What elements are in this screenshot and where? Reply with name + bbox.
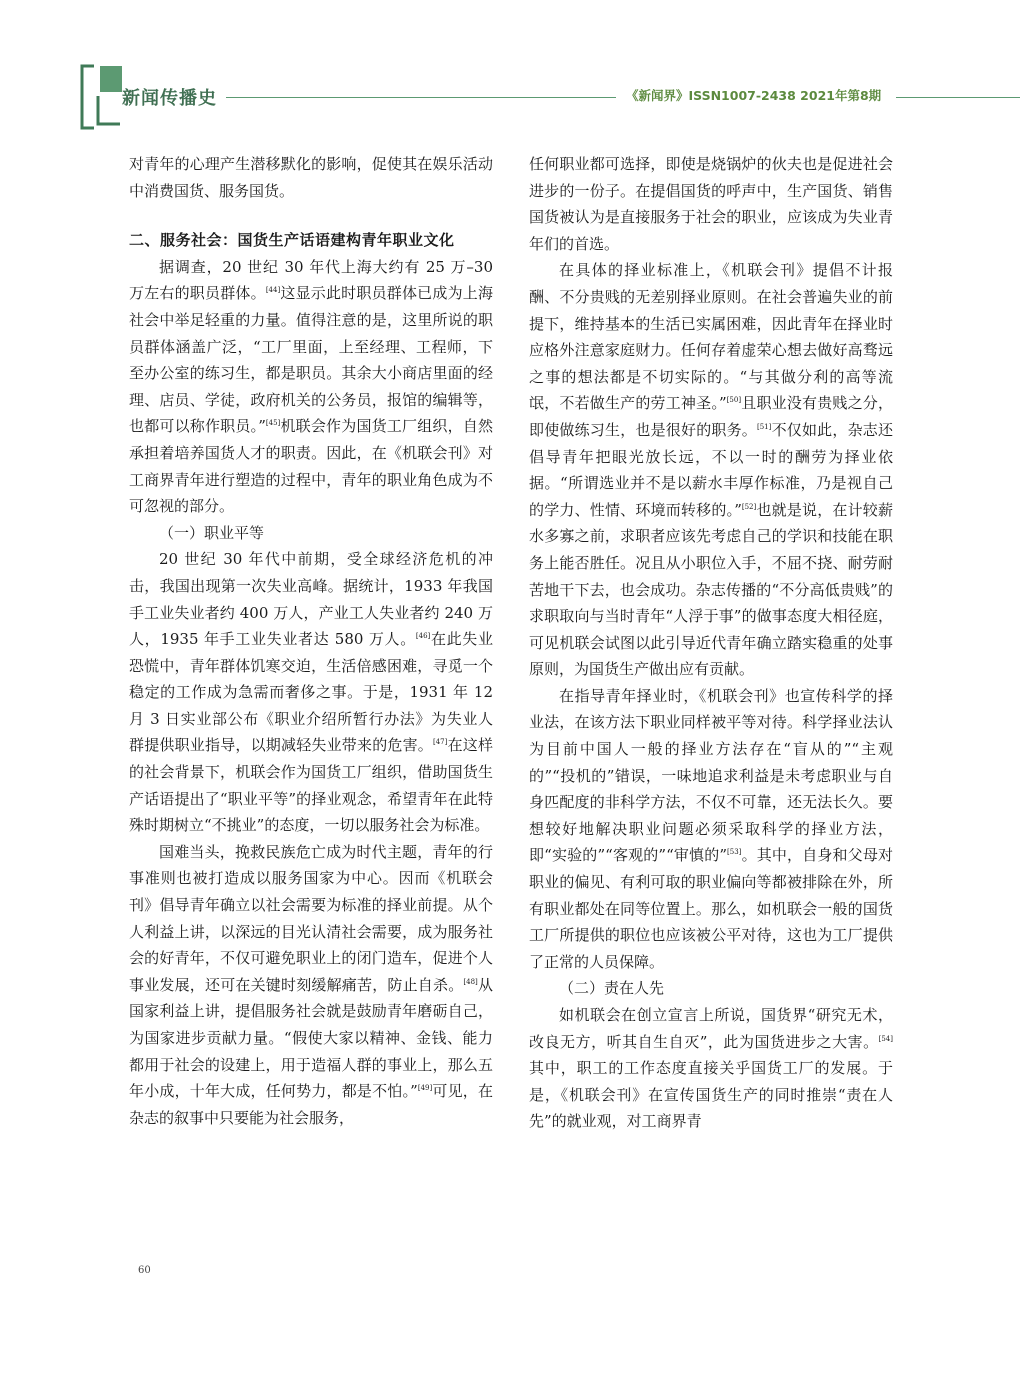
paragraph: 在指导青年择业时，《机联会刊》也宣传科学的择业法，在该方法下职业同样被平等对待。科学择业法认为目前中国人一般的择业方法存在“盲从的”“主观的”“投机的”错误，一味地追求利益是未考虑职业与自身匹配度的非科学方法，不仅不可靠，还无法长久。要想较好地解决职业问题必须采取科学的择业方法，即“实验的”“客观的”“审慎的”[53]。其中，自身和父母对职业的偏见、有利可取的职业偏向等都被排除在外，所有职业都处在同等位置上。那么，如机联会一般的国货工厂所提供的职位也应该被公平对待，这也为工厂提供了正常的人员保障。 (529, 686, 893, 971)
section-heading: 二、服务社会：国货生产话语建构青年职业文化 (129, 231, 455, 250)
paragraph: 国难当头，挽救民族危亡成为时代主题，青年的行事准则也被打造成以服务国家为中心。因而《机联会刊》倡导青年确立以社会需要为标准的择业前提。从个人利益上讲，以深远的目光认清社会需要，成为服务社会的好青年，不仅可避免职业上的闭门造车，促进个人事业发展，还可在关键时刻缓解痛苦，防止自杀。[48]从国家利益上讲，提倡服务社会就是鼓励青年磨砺自己，为国家进步贡献力量。“假使大家以精神、金钱、能力都用于社会的设建上，用于造福人群的事业上，那么五年小成，十年大成，任何势力，都是不怕。”[49]可见，在杂志的叙事中只要能为社会服务， (129, 842, 493, 1127)
paragraph-continued: 任何职业都可选择，即使是烧锅炉的伙夫也是促进社会进步的一份子。在提倡国货的呼声中，生产国货、销售国货被认为是直接服务于社会的职业，应该成为失业青年们的首选。 (529, 155, 893, 253)
citation-ref: [52] (741, 502, 757, 511)
citation-ref: [45] (265, 419, 281, 428)
paragraph: 如机联会在创立宣言上所说，国货界“研究无术，改良无方，听其自生自灭”，此为国货进步之大害。[54]其中，职工的工作态度直接关乎国货工厂的发展。于是，《机联会刊》在宣传国货生产的同时推崇“责在人先”的就业观，对工商界青 (529, 1006, 893, 1131)
citation-ref: [54] (878, 1034, 893, 1043)
citation-ref: [44] (265, 286, 281, 295)
paragraph: 在具体的择业标准上，《机联会刊》提倡不计报酬、不分贵贱的无差别择业原则。在社会普遍失业的前提下，维持基本的生活已实属困难，因此青年在择业时应格外注意家庭财力。任何存着虚荣心想去做好高骛远之事的想法都是不切实际的。“与其做分利的高等流氓，不若做生产的劳工神圣。”[50]且职业没有贵贱之分，即使做练习生，也是很好的职务。[51]不仅如此，杂志还倡导青年把眼光放长远，不以一时的酬劳为择业依据。“所谓选业并不是以薪水丰厚作标准，乃是视自己的学力、性情、环境而转移的。”[52]也就是说，在计较薪水多寡之前，求职者应该先考虑自己的学识和技能在职务上能否胜任。况且从小职位入手，不屈不挠、耐劳耐苦地干下去，也会成功。杂志传播的“不分高低贵贱”的求职取向与当时青年“人浮于事”的做事态度大相径庭，可见机联会试图以此引导近代青年确立踏实稳重的处事原则，为国货生产做出应有贡献。 (529, 261, 893, 679)
header-rule-right (896, 97, 1020, 98)
subsection-heading: （一）职业平等 (159, 523, 265, 542)
page-number: 60 (138, 1265, 151, 1276)
citation-ref: [48] (463, 977, 478, 986)
paragraph: 据调查，20 世纪 30 年代上海大约有 25 万–30 万左右的职员群体。[44]这显示此时职员群体已成为上海社会中举足轻重的力量。值得注意的是，这里所说的职员群体涵盖广泛，“工厂里面，上至经理、工程师，下至办公室的练习生，都是职员。其余大小商店里面的经理、店员、学徒，政府机关的公务员，报馆的编辑等，也都可以称作职员。”[45]机联会作为国货工厂组织，自然承担着培养国货人才的职责。因此，在《机联会刊》对工商界青年进行塑造的过程中，青年的职业角色成为不可忽视的部分。 (129, 257, 493, 516)
left-column (129, 151, 493, 1131)
journal-info: 《新闻界》ISSN1007-2438 2021年第8期 (626, 88, 882, 103)
paragraph-continued: 对青年的心理产生潜移默化的影响，促使其在娱乐活动中消费国货、服务国货。 (129, 155, 493, 200)
subsection-heading: （二）责在人先 (559, 979, 665, 998)
paragraph: 20 世纪 30 年代中前期，受全球经济危机的冲击，我国出现第一次失业高峰。据统计，1933 年我国手工业失业者约 400 万人，产业工人失业者约 240 万人，1935 年手工业失业者达 580 万人。[46]在此失业恐慌中，青年群体饥寒交迫，生活倍感困难，寻觅一个稳定的工作成为急需而奢侈之事。于是，1931 年 12 月 3 日实业部公布《职业介绍所暂行办法》为失业人群提供职业指导，以期减轻失业带来的危害。[47]在这样的社会背景下，机联会作为国货工厂组织，借助国货生产话语提出了“职业平等”的择业观念，希望青年在此特殊时期树立“不挑业”的态度，一切以服务社会为标准。 (129, 550, 493, 835)
citation-ref: [47] (433, 738, 448, 747)
citation-ref: [49] (417, 1084, 433, 1093)
citation-ref: [46] (415, 632, 431, 641)
citation-ref: [50] (726, 396, 742, 405)
header-rule-left (226, 97, 616, 98)
right-column (529, 151, 893, 1135)
section-title: 新闻传播史 (122, 88, 217, 109)
citation-ref: [53] (727, 848, 742, 857)
citation-ref: [51] (757, 422, 772, 431)
